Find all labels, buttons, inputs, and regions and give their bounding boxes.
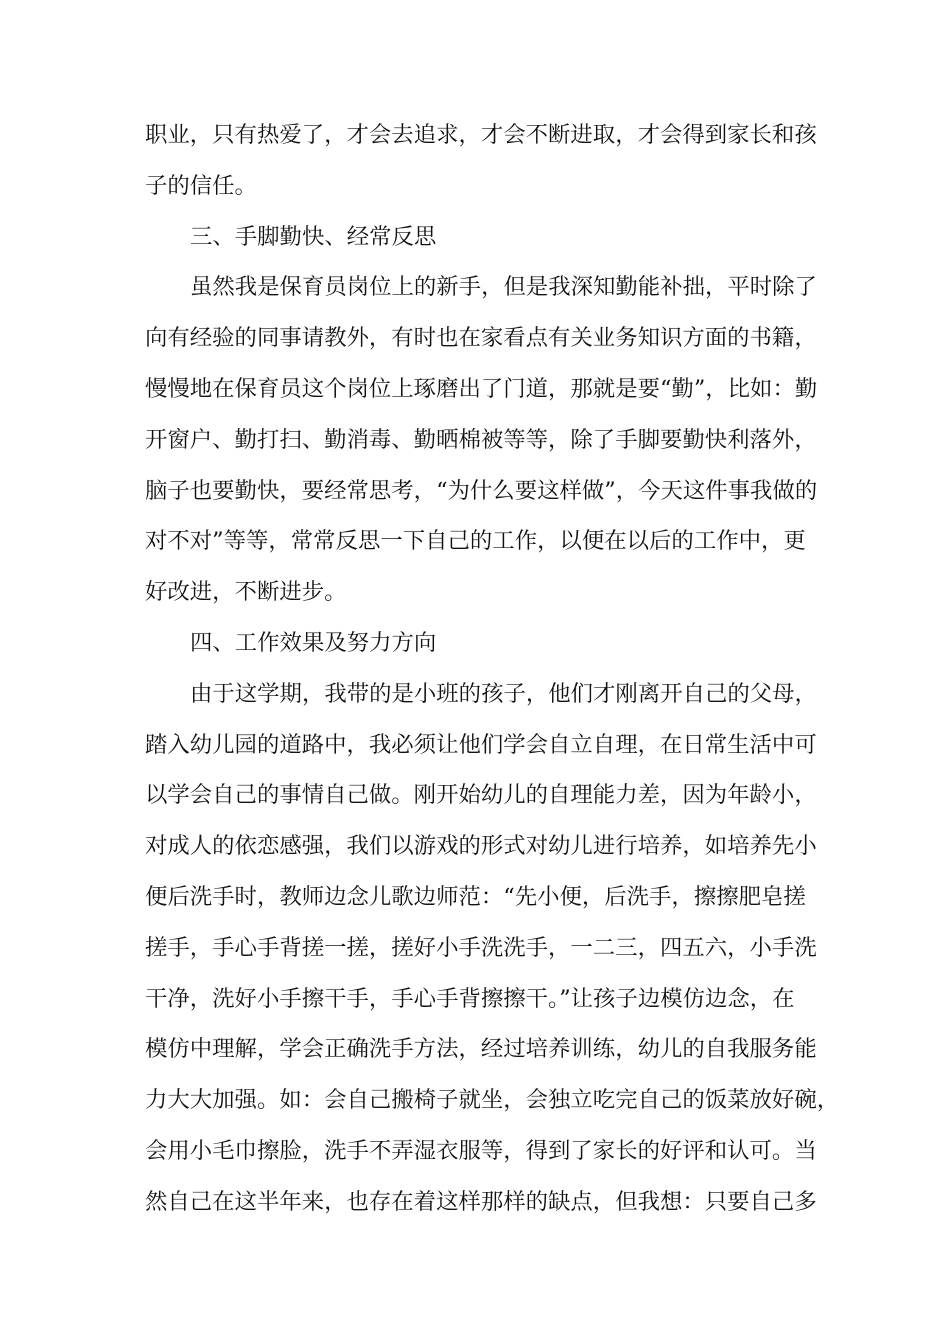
text-line: 子的信任。 bbox=[145, 172, 257, 199]
text-line: 慢慢地在保育员这个岗位上琢磨出了门道，那就是要“勤”，比如：勤 bbox=[145, 375, 818, 402]
text-line: 对不对”等等，常常反思一下自己的工作，以便在以后的工作中，更 bbox=[145, 528, 806, 555]
text-line: 向有经验的同事请教外，有时也在家看点有关业务知识方面的书籍， bbox=[145, 325, 817, 352]
text-line: 搓手，手心手背搓一搓，搓好小手洗洗手，一二三，四五六，小手洗 bbox=[145, 934, 817, 961]
paragraph-start-line: 由于这学期，我带的是小班的孩子，他们才刚离开自己的父母， bbox=[190, 680, 817, 707]
text-line: 踏入幼儿园的道路中，我必须让他们学会自立自理，在日常生活中可 bbox=[145, 731, 817, 758]
paragraph-start-line: 四、工作效果及努力方向 bbox=[190, 629, 437, 656]
text-line: 脑子也要勤快，要经常思考，“为什么要这样做”，今天这件事我做的 bbox=[145, 477, 818, 504]
text-line: 开窗户、勤打扫、勤消毒、勤晒棉被等等，除了手脚要勤快利落外， bbox=[145, 426, 817, 453]
text-line: 模仿中理解，学会正确洗手方法，经过培养训练，幼儿的自我服务能 bbox=[145, 1036, 817, 1063]
text-line: 然自己在这半年来，也存在着这样那样的缺点，但我想：只要自己多 bbox=[145, 1188, 817, 1215]
paragraph-start-line: 三、手脚勤快、经常反思 bbox=[190, 223, 437, 250]
text-line: 干净，洗好小手擦干手，手心手背擦擦干。”让孩子边模仿边念，在 bbox=[145, 985, 795, 1012]
text-line: 会用小毛巾擦脸，洗手不弄湿衣服等，得到了家长的好评和认可。当 bbox=[145, 1137, 817, 1164]
text-line: 职业，只有热爱了，才会去追求，才会不断进取，才会得到家长和孩 bbox=[145, 122, 817, 148]
text-line: 以学会自己的事情自己做。刚开始幼儿的自理能力差，因为年龄小， bbox=[145, 782, 817, 809]
text-line: 便后洗手时，教师边念儿歌边师范：“先小便，后洗手，擦擦肥皂搓 bbox=[145, 883, 806, 910]
text-line: 力大大加强。如：会自己搬椅子就坐，会独立吃完自己的饭菜放好碗， bbox=[145, 1087, 840, 1114]
paragraph-start-line: 虽然我是保育员岗位上的新手，但是我深知勤能补拙，平时除了 bbox=[190, 274, 817, 301]
text-line: 对成人的依恋感强，我们以游戏的形式对幼儿进行培养，如培养先小 bbox=[145, 833, 817, 860]
document-body bbox=[145, 110, 840, 1228]
text-line: 好改进，不断进步。 bbox=[145, 579, 347, 606]
